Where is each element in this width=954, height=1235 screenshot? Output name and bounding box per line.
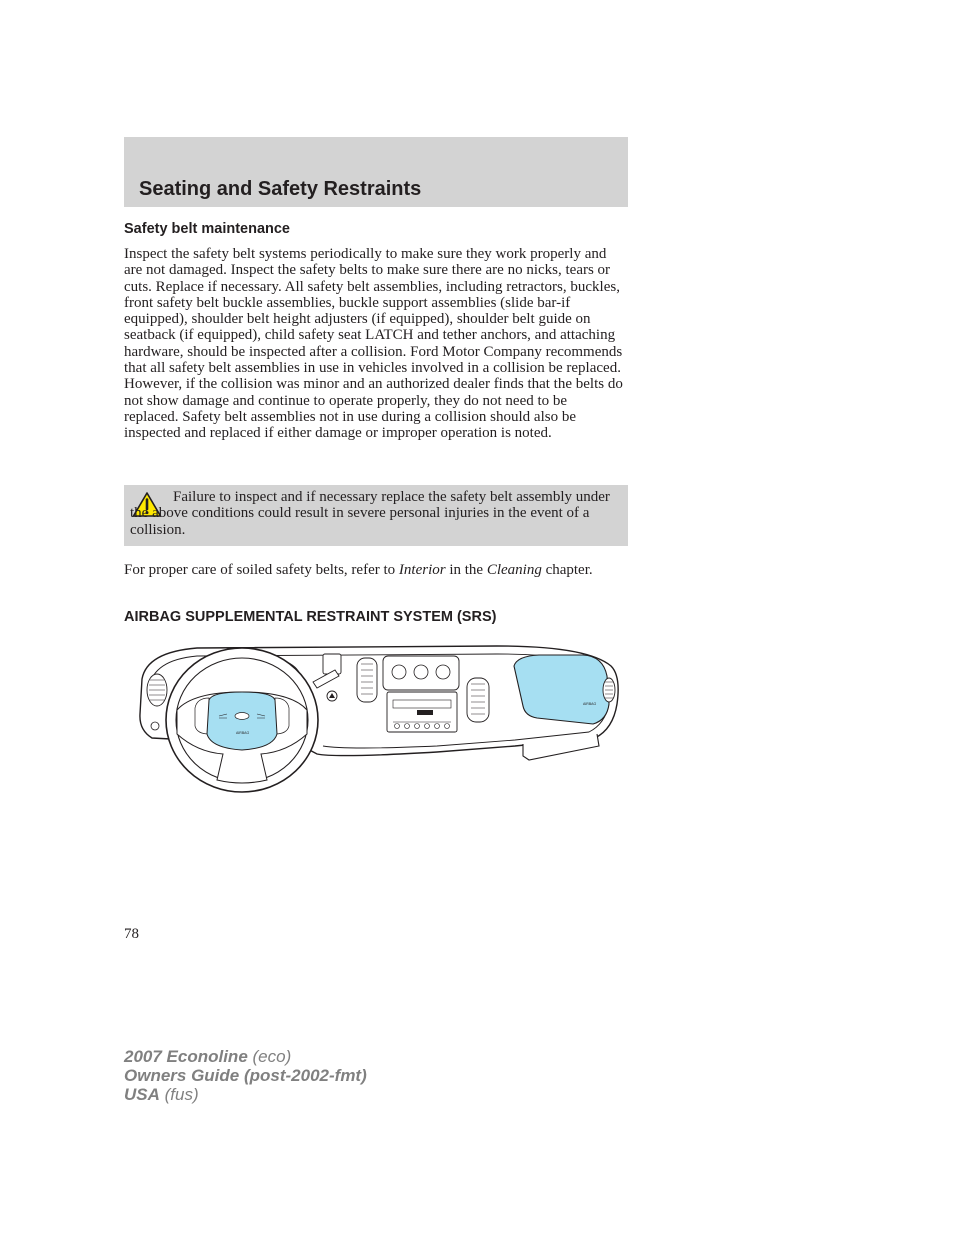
driver-airbag-label: AIRBAG xyxy=(236,731,250,735)
warning-box xyxy=(124,485,628,546)
section-heading-airbag-srs: AIRBAG SUPPLEMENTAL RESTRAINT SYSTEM (SRS) xyxy=(124,609,497,625)
care-note-text: For proper care of soiled safety belts, refer to xyxy=(124,562,399,578)
footer-model-code: (eco) xyxy=(247,1047,292,1066)
footer-document-id xyxy=(124,1047,367,1104)
chapter-title: Seating and Safety Restraints xyxy=(139,178,422,200)
footer-line-2: Owners Guide (post-2002-fmt) xyxy=(124,1066,367,1085)
page-number: 78 xyxy=(124,926,139,942)
footer-market-code: (fus) xyxy=(159,1085,199,1104)
warning-text: Failure to inspect and if necessary replace the safety belt assembly under the above conditions could result in severe personal injuries in the event of a collision. xyxy=(130,489,610,538)
care-note-paragraph xyxy=(124,562,624,578)
chapter-header-band xyxy=(124,137,628,207)
footer-line-1 xyxy=(124,1047,367,1066)
cleaning-reference: Cleaning xyxy=(486,562,542,578)
interior-reference: Interior xyxy=(398,562,446,578)
dashboard-airbag-illustration xyxy=(137,634,622,796)
section-heading-belt-maintenance: Safety belt maintenance xyxy=(124,221,290,237)
belt-maintenance-paragraph: Inspect the safety belt systems periodically to make sure they work properly and are not damaged. Inspect the safety belts to make sure there are no nicks, tears or cuts. Replace if necessary. All safety belt assemblies, including retractors, buckles, front safety belt buckle assemblies, buckle support assemblies (slide bar-if equipped), shoulder belt height adjusters (if equipped), shoulder belt guide on seatback (if equipped), child safety seat LATCH and tether anchors, and attaching hardware, should be inspected after a collision. Ford Motor Company recommends that all safety belt assemblies in use in vehicles involved in a collision be replaced. However, if the collision was minor and an authorized dealer finds that the belts do not show damage and continue to operate properly, they do not need to be replaced. Safety belt assemblies not in use during a collision should also be inspected and replaced if either damage or improper operation is noted. xyxy=(124,246,623,442)
care-note-text: in the xyxy=(445,562,487,578)
footer-market: USA xyxy=(124,1085,160,1104)
footer-model: 2007 Econoline xyxy=(124,1047,248,1066)
care-note-text: chapter. xyxy=(541,562,593,578)
footer-line-3 xyxy=(124,1085,367,1104)
passenger-airbag-label: AIRBAG xyxy=(583,702,597,706)
